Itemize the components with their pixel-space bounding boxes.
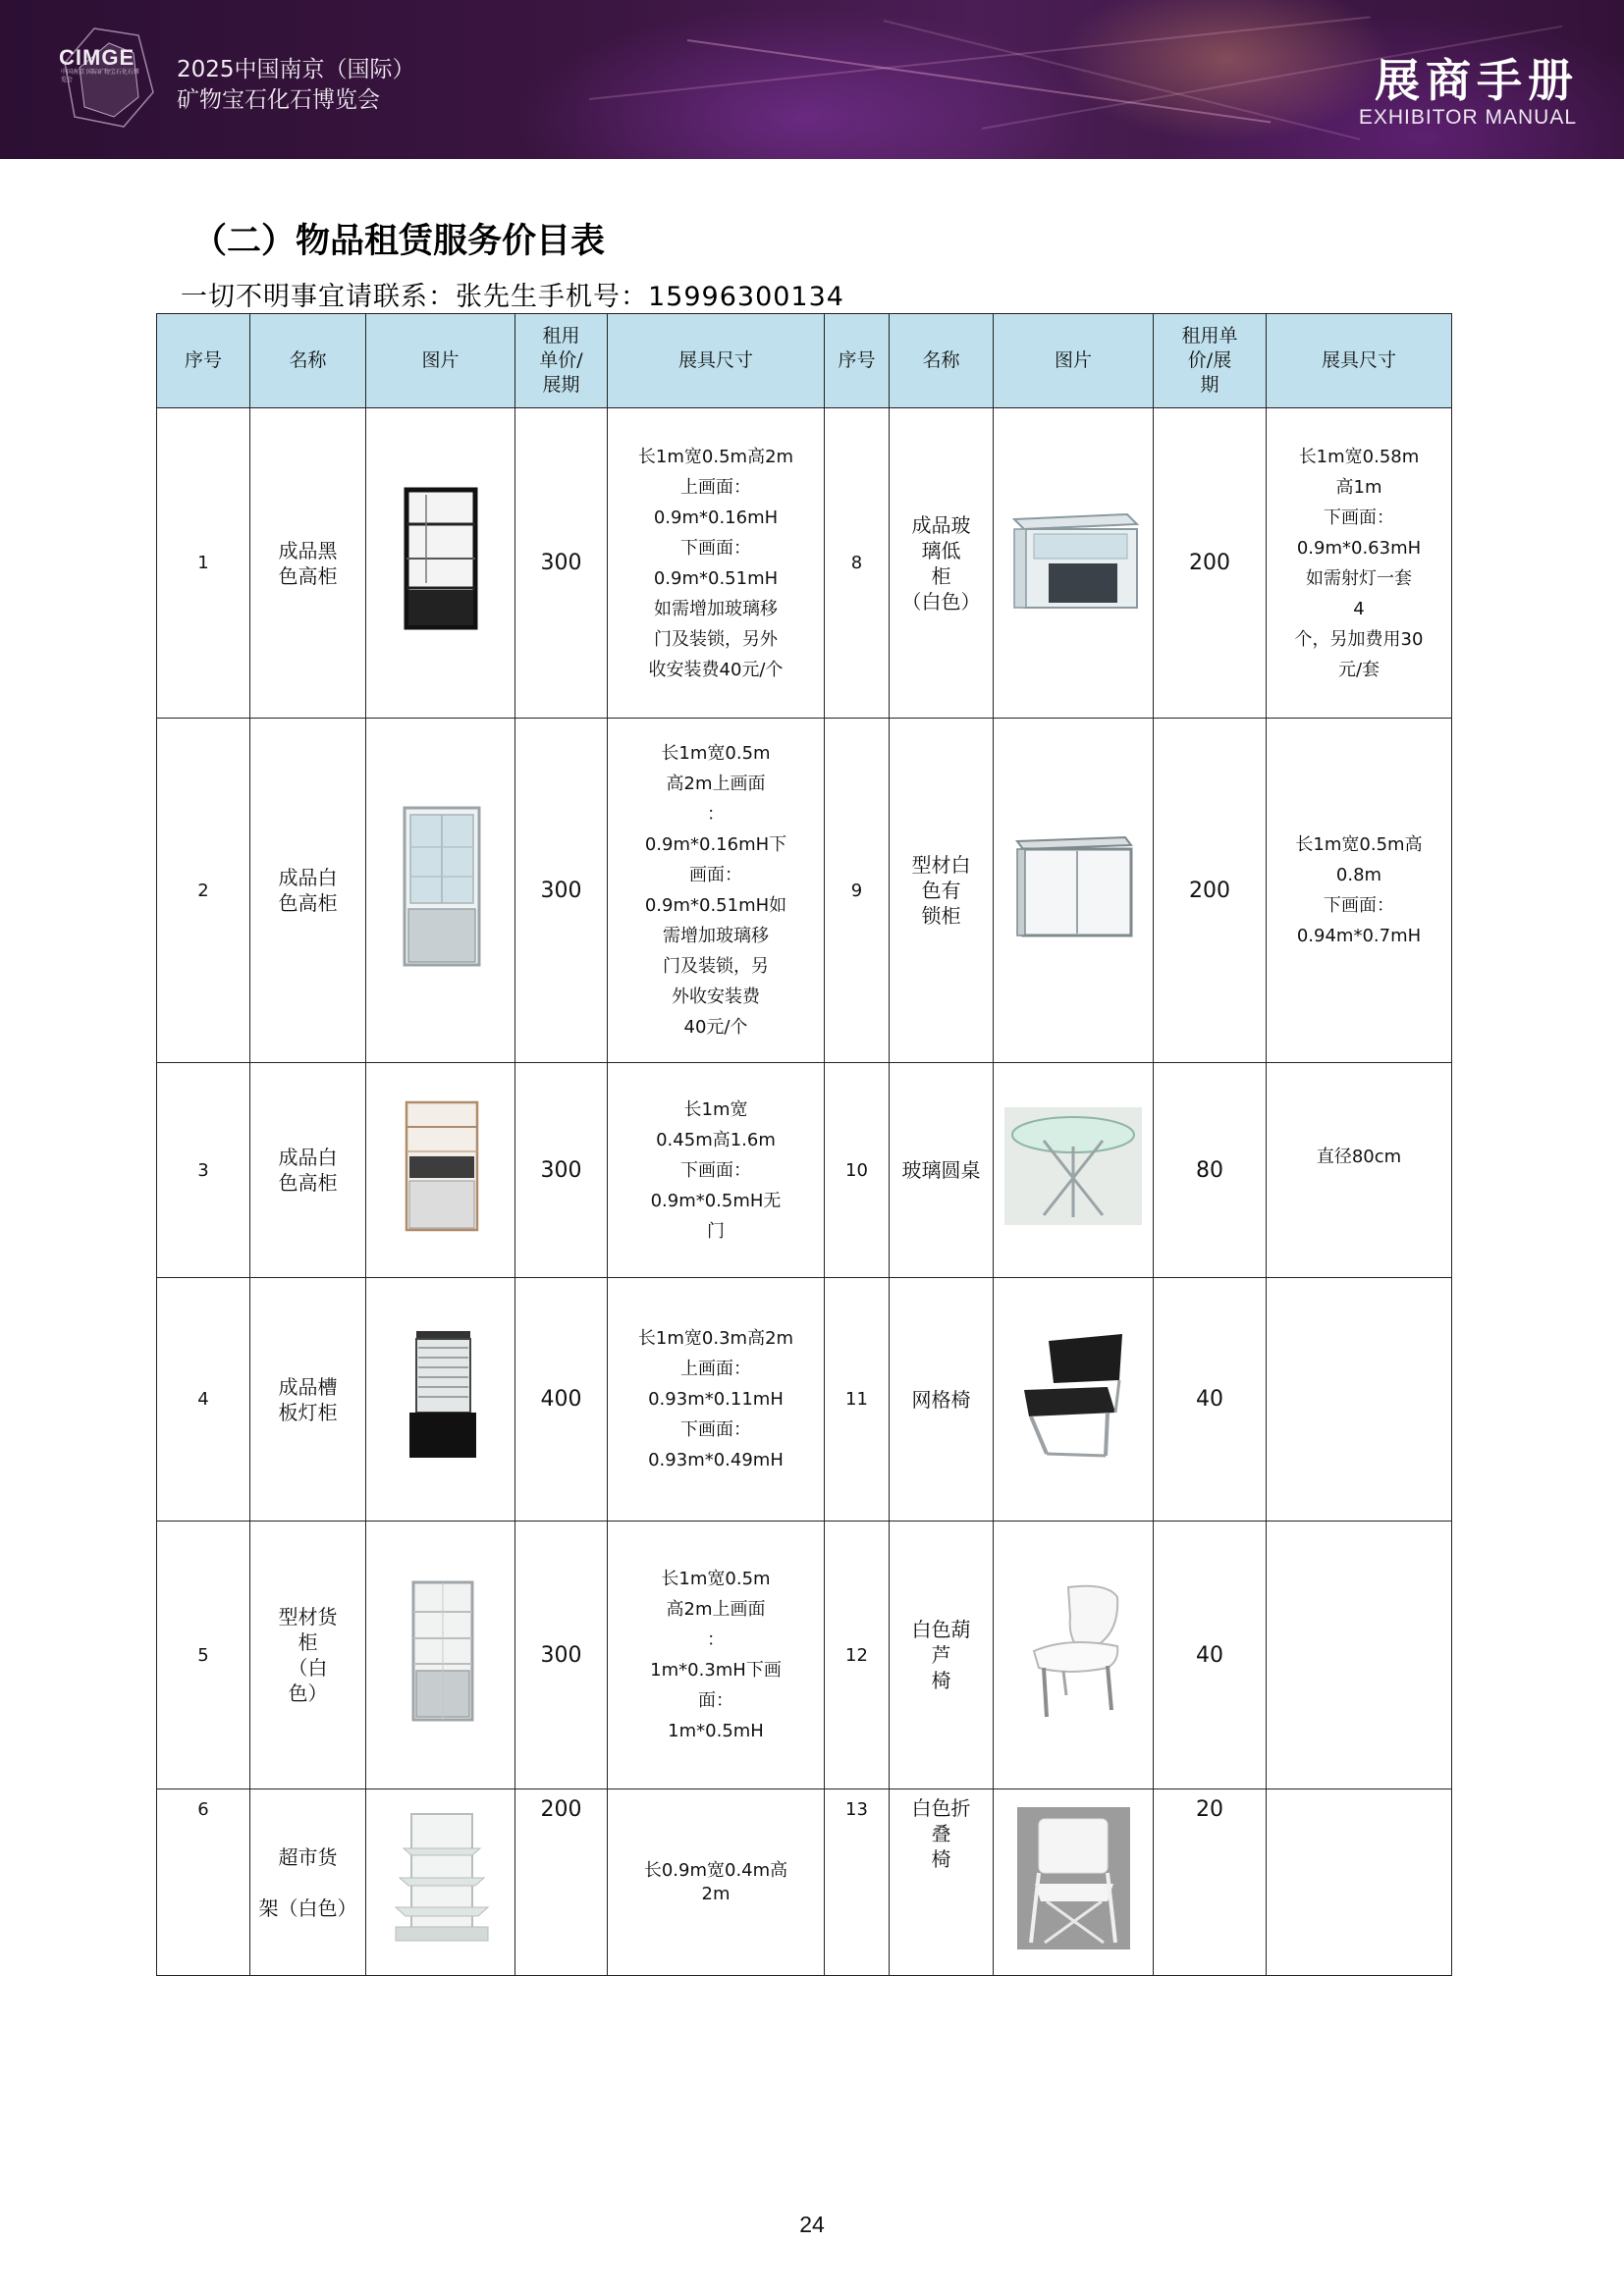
item-no: 13 <box>825 1789 890 1976</box>
item-name: 成品白 色高柜 <box>250 1063 366 1278</box>
header-pic-2: 图片 <box>994 314 1154 408</box>
table-row <box>157 1278 1452 1522</box>
section-title: （二）物品租赁服务价目表 <box>192 222 606 261</box>
item-size: 长1m宽0.5m高 0.8m 下画面： 0.94m*0.7mH <box>1267 719 1452 1063</box>
table-row <box>157 1522 1452 1789</box>
profile-cabinet-icon <box>392 1577 490 1725</box>
manual-title-cn: 展商手册 <box>1375 54 1579 107</box>
item-no: 9 <box>825 719 890 1063</box>
mesh-chair-icon <box>1009 1326 1137 1464</box>
header-name-2: 名称 <box>890 314 994 408</box>
item-price: 200 <box>515 1789 608 1976</box>
item-no: 8 <box>825 408 890 719</box>
item-size: 长1m宽 0.45m高1.6m 下画面： 0.9m*0.5mH无 门 <box>608 1063 825 1278</box>
item-no: 5 <box>157 1522 250 1789</box>
item-picture <box>994 719 1154 1063</box>
item-name: 网格椅 <box>890 1278 994 1522</box>
item-picture <box>366 1789 515 1976</box>
item-size: 长1m宽0.3m高2m 上画面： 0.93m*0.11mH 下画面： 0.93m*0.49mH <box>608 1278 825 1522</box>
item-no: 10 <box>825 1063 890 1278</box>
header-no-2: 序号 <box>825 314 890 408</box>
rental-price-table <box>156 313 1452 1976</box>
item-price: 300 <box>515 1063 608 1278</box>
header-name: 名称 <box>250 314 366 408</box>
item-picture <box>994 1278 1154 1522</box>
white-gourd-chair-icon <box>1009 1577 1137 1725</box>
item-picture <box>366 1522 515 1789</box>
item-no: 2 <box>157 719 250 1063</box>
item-price: 300 <box>515 408 608 719</box>
item-name: 成品玻 璃低 柜 （白色） <box>890 408 994 719</box>
item-name: 成品白 色高柜 <box>250 719 366 1063</box>
white-folding-chair-icon <box>1017 1807 1130 1949</box>
item-name: 成品槽 板灯柜 <box>250 1278 366 1522</box>
white-tall-cabinet-icon <box>387 803 495 970</box>
white-lock-cabinet-icon <box>1009 829 1137 942</box>
item-size: 长1m宽0.5m 高2m上画面 ： 1m*0.3mH下画 面： 1m*0.5mH <box>608 1522 825 1789</box>
logo-subtext: 中国南京 国际矿物宝石化石博览会 <box>61 69 139 83</box>
black-tall-cabinet-icon <box>387 485 495 632</box>
table-row <box>157 1789 1452 1976</box>
header-banner <box>0 0 1624 159</box>
item-no: 1 <box>157 408 250 719</box>
item-size: 长1m宽0.58m 高1m 下画面： 0.9m*0.63mH 如需射灯一套 4 个，另加费用30 元/套 <box>1267 408 1452 719</box>
item-price: 20 <box>1154 1789 1267 1976</box>
item-size: 直径80cm <box>1267 1063 1452 1278</box>
slatwall-light-cabinet-icon <box>392 1326 490 1464</box>
item-size <box>1267 1278 1452 1522</box>
item-name: 型材白 色有 锁柜 <box>890 719 994 1063</box>
item-no: 12 <box>825 1522 890 1789</box>
item-size <box>1267 1522 1452 1789</box>
expo-title-line1: 2025中国南京（国际） <box>177 57 415 82</box>
item-picture <box>994 1789 1154 1976</box>
item-no: 4 <box>157 1278 250 1522</box>
header-price: 租用 单价/ 展期 <box>515 314 608 408</box>
table-header-row <box>157 314 1452 408</box>
header-price-2: 租用单 价/展 期 <box>1154 314 1267 408</box>
contact-line: 一切不明事宜请联系：张先生手机号：15996300134 <box>181 282 844 312</box>
white-tall-cabinet-2-icon <box>392 1097 490 1235</box>
item-picture <box>994 1522 1154 1789</box>
item-price: 200 <box>1154 719 1267 1063</box>
page-number: 24 <box>799 2212 825 2237</box>
item-no: 11 <box>825 1278 890 1522</box>
item-name: 玻璃圆桌 <box>890 1063 994 1278</box>
item-size: 长0.9m宽0.4m高 2m <box>608 1789 825 1976</box>
item-size: 长1m宽0.5m高2m 上画面： 0.9m*0.16mH 下画面： 0.9m*0.51mH 如需增加玻璃移 门及装锁，另外 收安装费40元/个 <box>608 408 825 719</box>
table-row <box>157 1063 1452 1278</box>
expo-title <box>177 55 415 116</box>
supermarket-shelf-icon <box>382 1804 500 1951</box>
item-picture <box>366 719 515 1063</box>
item-name: 白色葫 芦 椅 <box>890 1522 994 1789</box>
logo-text: CIMGE <box>59 45 135 70</box>
header-pic: 图片 <box>366 314 515 408</box>
item-size <box>1267 1789 1452 1976</box>
table-row <box>157 719 1452 1063</box>
item-picture <box>994 1063 1154 1278</box>
item-price: 80 <box>1154 1063 1267 1278</box>
item-price: 300 <box>515 719 608 1063</box>
item-no: 3 <box>157 1063 250 1278</box>
item-price: 200 <box>1154 408 1267 719</box>
item-picture <box>366 1278 515 1522</box>
item-picture <box>994 408 1154 719</box>
item-name: 白色折 叠 椅 <box>890 1789 994 1976</box>
item-name: 成品黑 色高柜 <box>250 408 366 719</box>
glass-round-table-icon <box>1004 1107 1142 1225</box>
item-picture <box>366 1063 515 1278</box>
item-name: 型材货 柜 （白 色） <box>250 1522 366 1789</box>
item-price: 40 <box>1154 1278 1267 1522</box>
glass-low-cabinet-icon <box>1004 505 1142 613</box>
manual-title-en: EXHIBITOR MANUAL <box>1358 106 1577 129</box>
item-price: 40 <box>1154 1522 1267 1789</box>
header-size: 展具尺寸 <box>608 314 825 408</box>
item-no: 6 <box>157 1789 250 1976</box>
item-size: 长1m宽0.5m 高2m上画面 ： 0.9m*0.16mH下 画面： 0.9m*0.51mH如 需增加玻璃移 门及装锁，另 外收安装费 40元/个 <box>608 719 825 1063</box>
header-size-2: 展具尺寸 <box>1267 314 1452 408</box>
item-name: 超市货 架（白色） <box>250 1789 366 1976</box>
item-price: 300 <box>515 1522 608 1789</box>
item-picture <box>366 408 515 719</box>
table-row <box>157 408 1452 719</box>
header-no: 序号 <box>157 314 250 408</box>
item-price: 400 <box>515 1278 608 1522</box>
expo-title-line2: 矿物宝石化石博览会 <box>177 87 380 113</box>
